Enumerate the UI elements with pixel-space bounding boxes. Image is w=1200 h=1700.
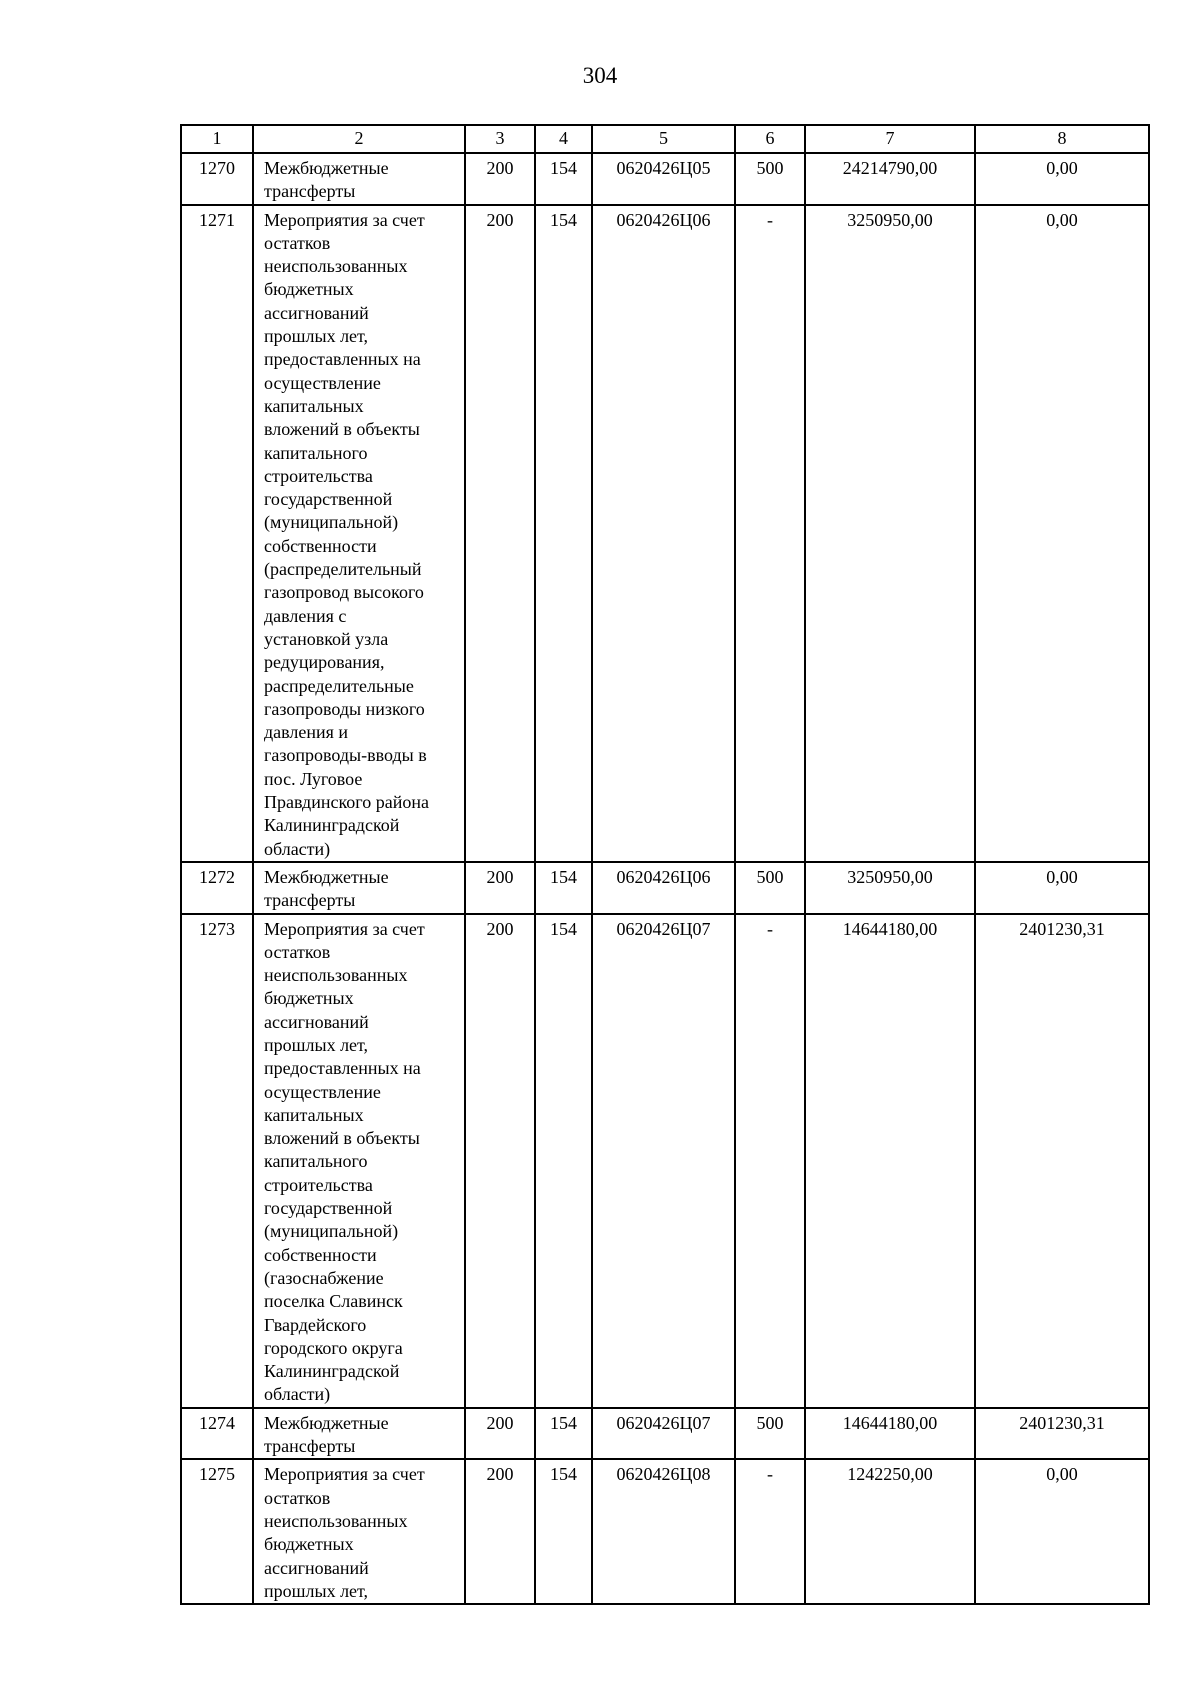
row-number-cell: 1274 — [181, 1408, 253, 1460]
code-col-3-cell: 200 — [465, 1408, 535, 1460]
amount-col-8-cell: 0,00 — [975, 862, 1149, 914]
header-cell-2: 2 — [253, 125, 465, 153]
target-code-cell: 0620426Ц06 — [592, 205, 735, 862]
amount-col-8-cell: 2401230,31 — [975, 1408, 1149, 1460]
table-header-row — [181, 125, 1149, 153]
amount-col-8-cell: 0,00 — [975, 205, 1149, 862]
row-number-cell: 1275 — [181, 1459, 253, 1604]
header-cell-7: 7 — [805, 125, 975, 153]
amount-col-7-cell: 3250950,00 — [805, 205, 975, 862]
amount-col-7-cell: 24214790,00 — [805, 153, 975, 205]
code-col-4-cell: 154 — [535, 153, 592, 205]
target-code-cell: 0620426Ц07 — [592, 1408, 735, 1460]
budget-table — [180, 124, 1150, 1605]
code-col-4-cell: 154 — [535, 1408, 592, 1460]
table-row — [181, 205, 1149, 862]
header-cell-5: 5 — [592, 125, 735, 153]
header-cell-4: 4 — [535, 125, 592, 153]
target-code-cell: 0620426Ц05 — [592, 153, 735, 205]
target-code-cell: 0620426Ц06 — [592, 862, 735, 914]
table-body — [181, 153, 1149, 1604]
table-row — [181, 1408, 1149, 1460]
expense-type-cell: - — [735, 205, 805, 862]
expense-type-cell: - — [735, 1459, 805, 1604]
code-col-3-cell: 200 — [465, 914, 535, 1408]
row-number-cell: 1272 — [181, 862, 253, 914]
amount-col-8-cell: 0,00 — [975, 153, 1149, 205]
header-cell-3: 3 — [465, 125, 535, 153]
amount-col-7-cell: 1242250,00 — [805, 1459, 975, 1604]
amount-col-7-cell: 14644180,00 — [805, 1408, 975, 1460]
row-number-cell: 1271 — [181, 205, 253, 862]
expense-type-cell: - — [735, 914, 805, 1408]
item-name-cell: Межбюджетные трансферты — [253, 1408, 465, 1460]
item-name-cell: Мероприятия за счет остатков неиспользованных бюджетных ассигнований прошлых лет, предоставленных на осуществление капитальных вложений в объекты капитального строительства государственной (муниципальной) собственности (газоснабжение поселка Славинск Гвардейского городского округа Калининградской области) — [253, 914, 465, 1408]
code-col-4-cell: 154 — [535, 205, 592, 862]
code-col-4-cell: 154 — [535, 1459, 592, 1604]
item-name-cell: Межбюджетные трансферты — [253, 153, 465, 205]
expense-type-cell: 500 — [735, 1408, 805, 1460]
row-number-cell: 1270 — [181, 153, 253, 205]
amount-col-7-cell: 3250950,00 — [805, 862, 975, 914]
table-row — [181, 862, 1149, 914]
table-row — [181, 153, 1149, 205]
header-cell-8: 8 — [975, 125, 1149, 153]
row-number-cell: 1273 — [181, 914, 253, 1408]
expense-type-cell: 500 — [735, 862, 805, 914]
expense-type-cell: 500 — [735, 153, 805, 205]
amount-col-8-cell: 0,00 — [975, 1459, 1149, 1604]
code-col-3-cell: 200 — [465, 153, 535, 205]
item-name-cell: Мероприятия за счет остатков неиспользованных бюджетных ассигнований прошлых лет, предоставленных на осуществление капитальных вложений в объекты капитального строительства государственной (муниципальной) собственности (распределительный газопровод высокого давления с установкой узла редуцирования, распределительные газопроводы низкого давления и газопроводы-вводы в пос. Луговое Правдинского района Калининградской области) — [253, 205, 465, 862]
item-name-cell: Мероприятия за счет остатков неиспользованных бюджетных ассигнований прошлых лет, — [253, 1459, 465, 1604]
header-cell-1: 1 — [181, 125, 253, 153]
code-col-4-cell: 154 — [535, 862, 592, 914]
code-col-4-cell: 154 — [535, 914, 592, 1408]
amount-col-8-cell: 2401230,31 — [975, 914, 1149, 1408]
table-row — [181, 1459, 1149, 1604]
code-col-3-cell: 200 — [465, 205, 535, 862]
page-number: 304 — [582, 63, 618, 88]
header-cell-6: 6 — [735, 125, 805, 153]
code-col-3-cell: 200 — [465, 862, 535, 914]
amount-col-7-cell: 14644180,00 — [805, 914, 975, 1408]
target-code-cell: 0620426Ц08 — [592, 1459, 735, 1604]
table-row — [181, 914, 1149, 1408]
target-code-cell: 0620426Ц07 — [592, 914, 735, 1408]
item-name-cell: Межбюджетные трансферты — [253, 862, 465, 914]
code-col-3-cell: 200 — [465, 1459, 535, 1604]
